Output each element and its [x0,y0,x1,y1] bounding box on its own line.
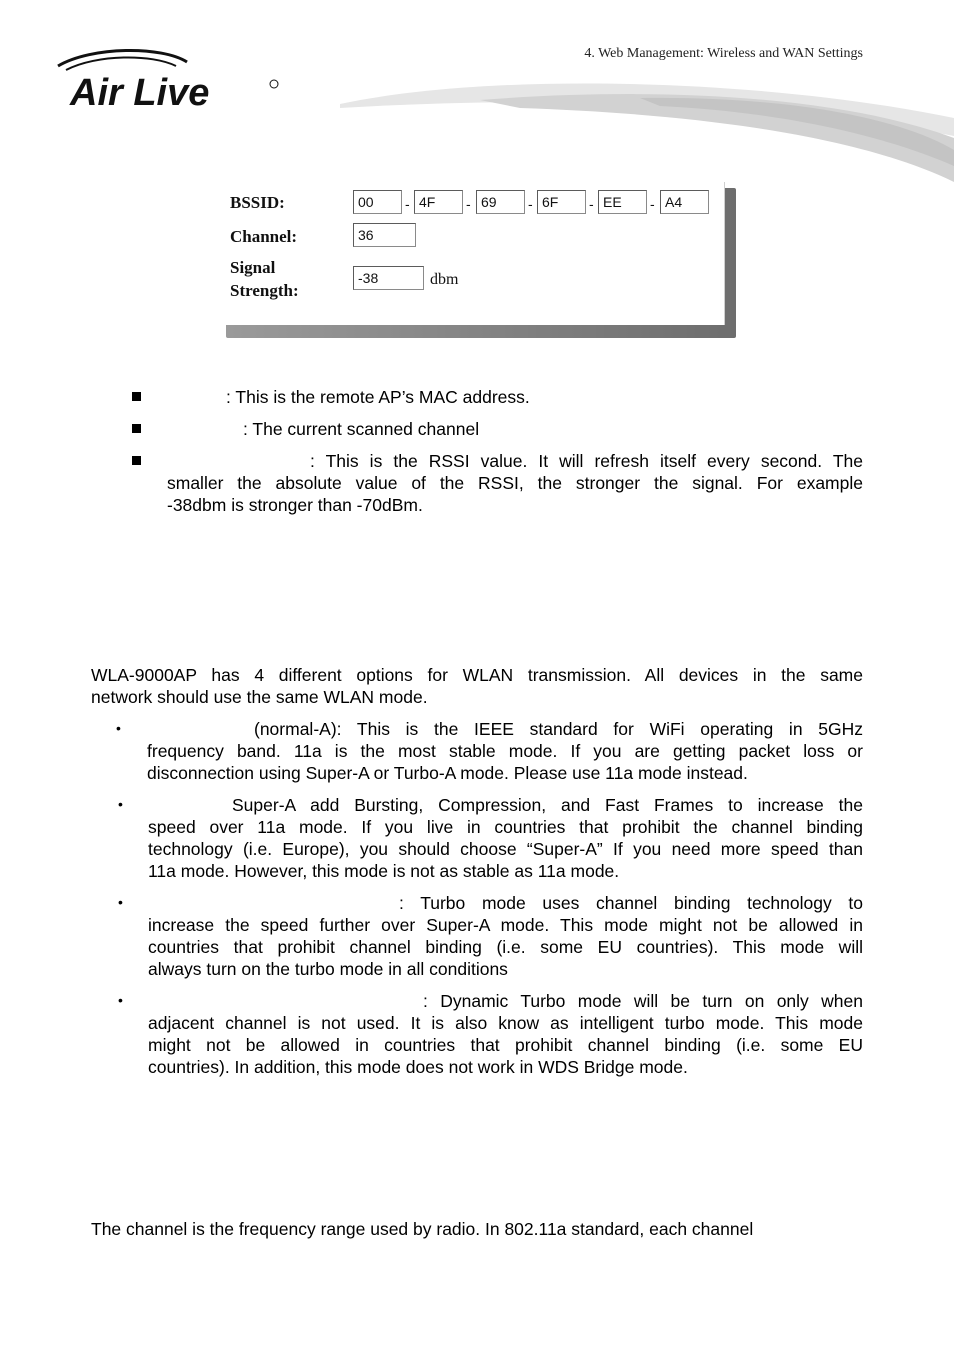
mode-dynamic-turbo-line4: countries). In addition, this mode does not work in WDS Bridge mode. [148,1057,688,1077]
signal-unit: dbm [430,271,459,288]
bssid-octet-1[interactable]: 00 [353,190,402,214]
header-swoosh [340,78,954,188]
bssid-separator: - [650,196,655,212]
bullet-dot-icon: • [116,720,121,736]
section-title: 4. Web Management: Wireless and WAN Settings [584,46,863,61]
mode-static-turbo-line4: always turn on the turbo mode in all conditions [148,959,508,979]
modes-intro-line2: network should use the same WLAN mode. [91,687,428,707]
signal-description-line3: -38dbm is stronger than -70dBm. [167,495,423,515]
modes-intro-line1: WLA-9000AP has 4 different options for WLAN transmission. All devices in the same [91,665,863,685]
channel-description: : The current scanned channel [243,419,480,439]
channel-section-line1: The channel is the frequency range used by radio. In 802.11a standard, each channel [91,1219,754,1239]
bssid-octet-2[interactable]: 4F [414,190,463,214]
bssid-label: BSSID: [230,193,285,212]
mode-super-a-line2: speed over 11a mode. If you live in countries that prohibit the channel binding [148,817,863,837]
mode-super-a-line3: technology (i.e. Europe), you should choose “Super-A” If you need more speed than [148,839,863,859]
airlive-logo [52,48,284,112]
mode-11a-line2: frequency band. 11a is the most stable mode. If you are getting packet loss or [147,741,863,761]
bssid-octet-4[interactable]: 6F [537,190,586,214]
bssid-octet-3[interactable]: 69 [476,190,525,214]
signal-label-line1: Signal [230,258,276,277]
mode-11a-line3: disconnection using Super-A or Turbo-A mode. Please use 11a mode instead. [147,763,748,783]
channel-field[interactable]: 36 [353,223,416,247]
bullet-square-icon [132,424,141,433]
mode-dynamic-turbo-line3: might not be allowed in countries that prohibit channel binding (i.e. some EU [148,1035,863,1055]
bullet-square-icon [132,456,141,465]
bullet-dot-icon: • [118,894,123,910]
wds-status-panel [221,182,725,325]
bssid-separator: - [466,196,471,212]
mode-11a-line1: (normal-A): This is the IEEE standard for WiFi operating in 5GHz [254,719,863,739]
signal-strength-field[interactable]: -38 [353,266,424,290]
mode-static-turbo-line3: countries that prohibit channel binding (i.e. some EU countries). This mode will [148,937,863,957]
bullet-dot-icon: • [118,796,123,812]
bssid-octet-6[interactable]: A4 [660,190,709,214]
mode-dynamic-turbo-line1: : Dynamic Turbo mode will be turn on only when [423,991,863,1011]
svg-text:Air Live: Air Live [70,72,210,112]
channel-label: Channel: [230,227,298,246]
mode-static-turbo-line2: increase the speed further over Super-A mode. This mode might not be allowed in [148,915,863,935]
signal-label-line2: Strength: [230,281,299,300]
signal-description-line2: smaller the absolute value of the RSSI, the stronger the signal. For example [167,473,863,493]
signal-description-line1: : This is the RSSI value. It will refresh itself every second. The [310,451,863,471]
mode-super-a-line1: Super-A add Bursting, Compression, and Fast Frames to increase the [232,795,863,815]
bullet-square-icon [132,392,141,401]
bssid-separator: - [589,196,594,212]
bullet-dot-icon: • [118,992,123,1008]
mode-super-a-line4: 11a mode. However, this mode is not as stable as 11a mode. [148,861,620,881]
mode-static-turbo-line1: : Turbo mode uses channel binding technology to [399,893,863,913]
bssid-separator: - [405,196,410,212]
bssid-description: : This is the remote AP’s MAC address. [226,387,530,407]
bssid-separator: - [528,196,533,212]
bssid-octet-5[interactable]: EE [598,190,647,214]
mode-dynamic-turbo-line2: adjacent channel is not used. It is also know as intelligent turbo mode. This mode [148,1013,863,1033]
